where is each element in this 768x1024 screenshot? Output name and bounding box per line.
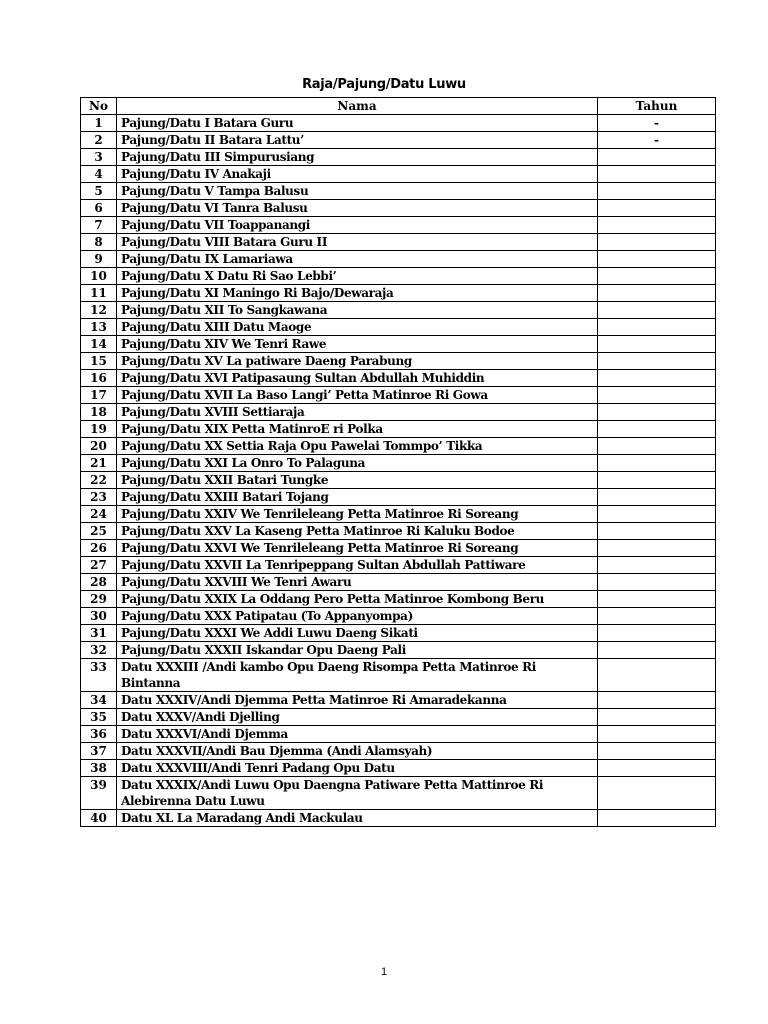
row-number-cell: 36 (81, 726, 117, 743)
row-number-cell: 24 (81, 506, 117, 523)
table-row (81, 692, 716, 709)
row-name-cell: Pajung/Datu XXIII Batari Tojang (117, 489, 598, 506)
row-name-cell: Pajung/Datu XXII Batari Tungke (117, 472, 598, 489)
row-name-cell: Pajung/Datu VIII Batara Guru II (117, 234, 598, 251)
document-title: Raja/Pajung/Datu Luwu (302, 77, 466, 92)
table-row (81, 472, 716, 489)
row-name-cell: Pajung/Datu III Simpurusiang (117, 149, 598, 166)
table-row (81, 557, 716, 574)
table-row (81, 302, 716, 319)
table-row (81, 726, 716, 743)
row-year-cell (598, 726, 716, 743)
table-row (81, 438, 716, 455)
row-number-cell: 8 (81, 234, 117, 251)
rulers-table (80, 97, 716, 827)
row-year-cell (598, 489, 716, 506)
table-row (81, 709, 716, 726)
table-row (81, 268, 716, 285)
table-row (81, 285, 716, 302)
row-number-cell: 14 (81, 336, 117, 353)
row-year-cell (598, 302, 716, 319)
table-row (81, 608, 716, 625)
row-year-cell (598, 251, 716, 268)
row-name-cell: Pajung/Datu XIII Datu Maoge (117, 319, 598, 336)
table-row (81, 217, 716, 234)
row-year-cell (598, 336, 716, 353)
row-number-cell: 2 (81, 132, 117, 149)
row-year-cell (598, 421, 716, 438)
row-year-cell (598, 217, 716, 234)
row-number-cell: 33 (81, 659, 117, 692)
row-year-cell (598, 591, 716, 608)
row-number-cell: 27 (81, 557, 117, 574)
row-name-cell: Pajung/Datu XVII La Baso Langi’ Petta Matinroe Ri Gowa (117, 387, 598, 404)
row-year-cell (598, 183, 716, 200)
row-number-cell: 15 (81, 353, 117, 370)
row-number-cell: 35 (81, 709, 117, 726)
row-year-cell (598, 149, 716, 166)
table-row (81, 200, 716, 217)
table-row (81, 251, 716, 268)
row-number-cell: 18 (81, 404, 117, 421)
row-number-cell: 34 (81, 692, 117, 709)
row-name-cell: Pajung/Datu XII To Sangkawana (117, 302, 598, 319)
row-name-cell: Pajung/Datu XVI Patipasaung Sultan Abdullah Muhiddin (117, 370, 598, 387)
row-number-cell: 38 (81, 760, 117, 777)
table-row (81, 404, 716, 421)
table-row (81, 625, 716, 642)
table-row (81, 760, 716, 777)
row-year-cell (598, 472, 716, 489)
row-number-cell: 11 (81, 285, 117, 302)
row-number-cell: 19 (81, 421, 117, 438)
row-year-cell (598, 523, 716, 540)
table-row (81, 370, 716, 387)
row-number-cell: 3 (81, 149, 117, 166)
table-row (81, 540, 716, 557)
row-year-cell: - (598, 115, 716, 132)
row-number-cell: 4 (81, 166, 117, 183)
row-year-cell (598, 353, 716, 370)
row-number-cell: 5 (81, 183, 117, 200)
row-year-cell (598, 506, 716, 523)
row-year-cell (598, 166, 716, 183)
table-row (81, 523, 716, 540)
row-year-cell (598, 810, 716, 827)
table-row (81, 234, 716, 251)
table-row (81, 506, 716, 523)
row-number-cell: 16 (81, 370, 117, 387)
row-year-cell (598, 285, 716, 302)
row-year-cell (598, 692, 716, 709)
row-number-cell: 9 (81, 251, 117, 268)
row-name-cell: Pajung/Datu VII Toappanangi (117, 217, 598, 234)
table-header-row (81, 98, 716, 115)
row-year-cell (598, 370, 716, 387)
row-year-cell (598, 438, 716, 455)
row-year-cell (598, 574, 716, 591)
row-name-cell: Pajung/Datu XXI La Onro To Palaguna (117, 455, 598, 472)
row-number-cell: 6 (81, 200, 117, 217)
row-year-cell (598, 760, 716, 777)
row-year-cell (598, 743, 716, 760)
row-year-cell (598, 234, 716, 251)
row-name-cell: Pajung/Datu X Datu Ri Sao Lebbi’ (117, 268, 598, 285)
row-name-cell: Pajung/Datu XIX Petta MatinroE ri Polka (117, 421, 598, 438)
table-row (81, 659, 716, 692)
row-number-cell: 29 (81, 591, 117, 608)
row-number-cell: 21 (81, 455, 117, 472)
row-number-cell: 31 (81, 625, 117, 642)
row-year-cell (598, 455, 716, 472)
table-row (81, 777, 716, 810)
row-number-cell: 7 (81, 217, 117, 234)
row-number-cell: 32 (81, 642, 117, 659)
row-name-cell: Pajung/Datu XXXII Iskandar Opu Daeng Pali (117, 642, 598, 659)
row-number-cell: 23 (81, 489, 117, 506)
row-number-cell: 39 (81, 777, 117, 810)
column-header-no: No (81, 98, 117, 115)
row-number-cell: 10 (81, 268, 117, 285)
table-row (81, 574, 716, 591)
table-row (81, 642, 716, 659)
row-name-cell: Datu XXXV/Andi Djelling (117, 709, 598, 726)
row-name-cell: Pajung/Datu XXIV We Tenrileleang Petta Matinroe Ri Soreang (117, 506, 598, 523)
row-year-cell (598, 200, 716, 217)
row-year-cell (598, 777, 716, 810)
row-name-cell: Pajung/Datu I Batara Guru (117, 115, 598, 132)
row-number-cell: 22 (81, 472, 117, 489)
row-name-cell: Pajung/Datu XV La patiware Daeng Parabung (117, 353, 598, 370)
row-name-cell: Pajung/Datu XXVI We Tenrileleang Petta Matinroe Ri Soreang (117, 540, 598, 557)
table-row (81, 353, 716, 370)
table-row (81, 183, 716, 200)
row-year-cell (598, 540, 716, 557)
table-body (81, 115, 716, 827)
row-number-cell: 26 (81, 540, 117, 557)
row-name-cell: Pajung/Datu XXIX La Oddang Pero Petta Matinroe Kombong Beru (117, 591, 598, 608)
row-name-cell: Datu XXXIII /Andi kambo Opu Daeng Risompa Petta Matinroe Ri Bintanna (117, 659, 598, 692)
row-year-cell (598, 659, 716, 692)
row-year-cell (598, 268, 716, 285)
row-name-cell: Pajung/Datu VI Tanra Balusu (117, 200, 598, 217)
table-row (81, 421, 716, 438)
column-header-tahun: Tahun (598, 98, 716, 115)
row-year-cell (598, 387, 716, 404)
row-number-cell: 13 (81, 319, 117, 336)
row-name-cell: Datu XXXVIII/Andi Tenri Padang Opu Datu (117, 760, 598, 777)
row-name-cell: Datu XXXVI/Andi Djemma (117, 726, 598, 743)
row-name-cell: Pajung/Datu XVIII Settiaraja (117, 404, 598, 421)
row-year-cell (598, 709, 716, 726)
row-name-cell: Pajung/Datu IX Lamariawa (117, 251, 598, 268)
row-name-cell: Pajung/Datu XXXI We Addi Luwu Daeng Sikati (117, 625, 598, 642)
row-name-cell: Pajung/Datu XXVIII We Tenri Awaru (117, 574, 598, 591)
row-year-cell (598, 319, 716, 336)
row-year-cell (598, 557, 716, 574)
column-header-nama: Nama (117, 98, 598, 115)
row-number-cell: 12 (81, 302, 117, 319)
page-number: 1 (380, 966, 388, 978)
table-row (81, 591, 716, 608)
table-row (81, 489, 716, 506)
row-name-cell: Pajung/Datu II Batara Lattu’ (117, 132, 598, 149)
row-name-cell: Pajung/Datu XX Settia Raja Opu Pawelai Tommpo’ Tikka (117, 438, 598, 455)
row-year-cell (598, 608, 716, 625)
table-row (81, 336, 716, 353)
table-row (81, 743, 716, 760)
row-name-cell: Datu XXXIV/Andi Djemma Petta Matinroe Ri Amaradekanna (117, 692, 598, 709)
table-row (81, 132, 716, 149)
row-year-cell (598, 625, 716, 642)
row-name-cell: Pajung/Datu XXVII La Tenripeppang Sultan Abdullah Pattiware (117, 557, 598, 574)
row-name-cell: Pajung/Datu IV Anakaji (117, 166, 598, 183)
row-name-cell: Pajung/Datu XIV We Tenri Rawe (117, 336, 598, 353)
table-row (81, 455, 716, 472)
row-name-cell: Pajung/Datu XI Maningo Ri Bajo/Dewaraja (117, 285, 598, 302)
table-row (81, 149, 716, 166)
row-number-cell: 37 (81, 743, 117, 760)
row-number-cell: 20 (81, 438, 117, 455)
row-name-cell: Pajung/Datu V Tampa Balusu (117, 183, 598, 200)
table-row (81, 810, 716, 827)
row-name-cell: Pajung/Datu XXX Patipatau (To Appanyompa) (117, 608, 598, 625)
row-number-cell: 30 (81, 608, 117, 625)
row-name-cell: Datu XXXIX/Andi Luwu Opu Daengna Patiware Petta Mattinroe Ri Alebirenna Datu Luwu (117, 777, 598, 810)
table-row (81, 387, 716, 404)
row-year-cell (598, 642, 716, 659)
row-number-cell: 1 (81, 115, 117, 132)
table-row (81, 115, 716, 132)
row-year-cell (598, 404, 716, 421)
row-number-cell: 25 (81, 523, 117, 540)
row-year-cell: - (598, 132, 716, 149)
row-number-cell: 17 (81, 387, 117, 404)
row-number-cell: 28 (81, 574, 117, 591)
row-name-cell: Datu XL La Maradang Andi Mackulau (117, 810, 598, 827)
row-name-cell: Datu XXXVII/Andi Bau Djemma (Andi Alamsyah) (117, 743, 598, 760)
row-number-cell: 40 (81, 810, 117, 827)
row-name-cell: Pajung/Datu XXV La Kaseng Petta Matinroe Ri Kaluku Bodoe (117, 523, 598, 540)
table-row (81, 319, 716, 336)
table-row (81, 166, 716, 183)
